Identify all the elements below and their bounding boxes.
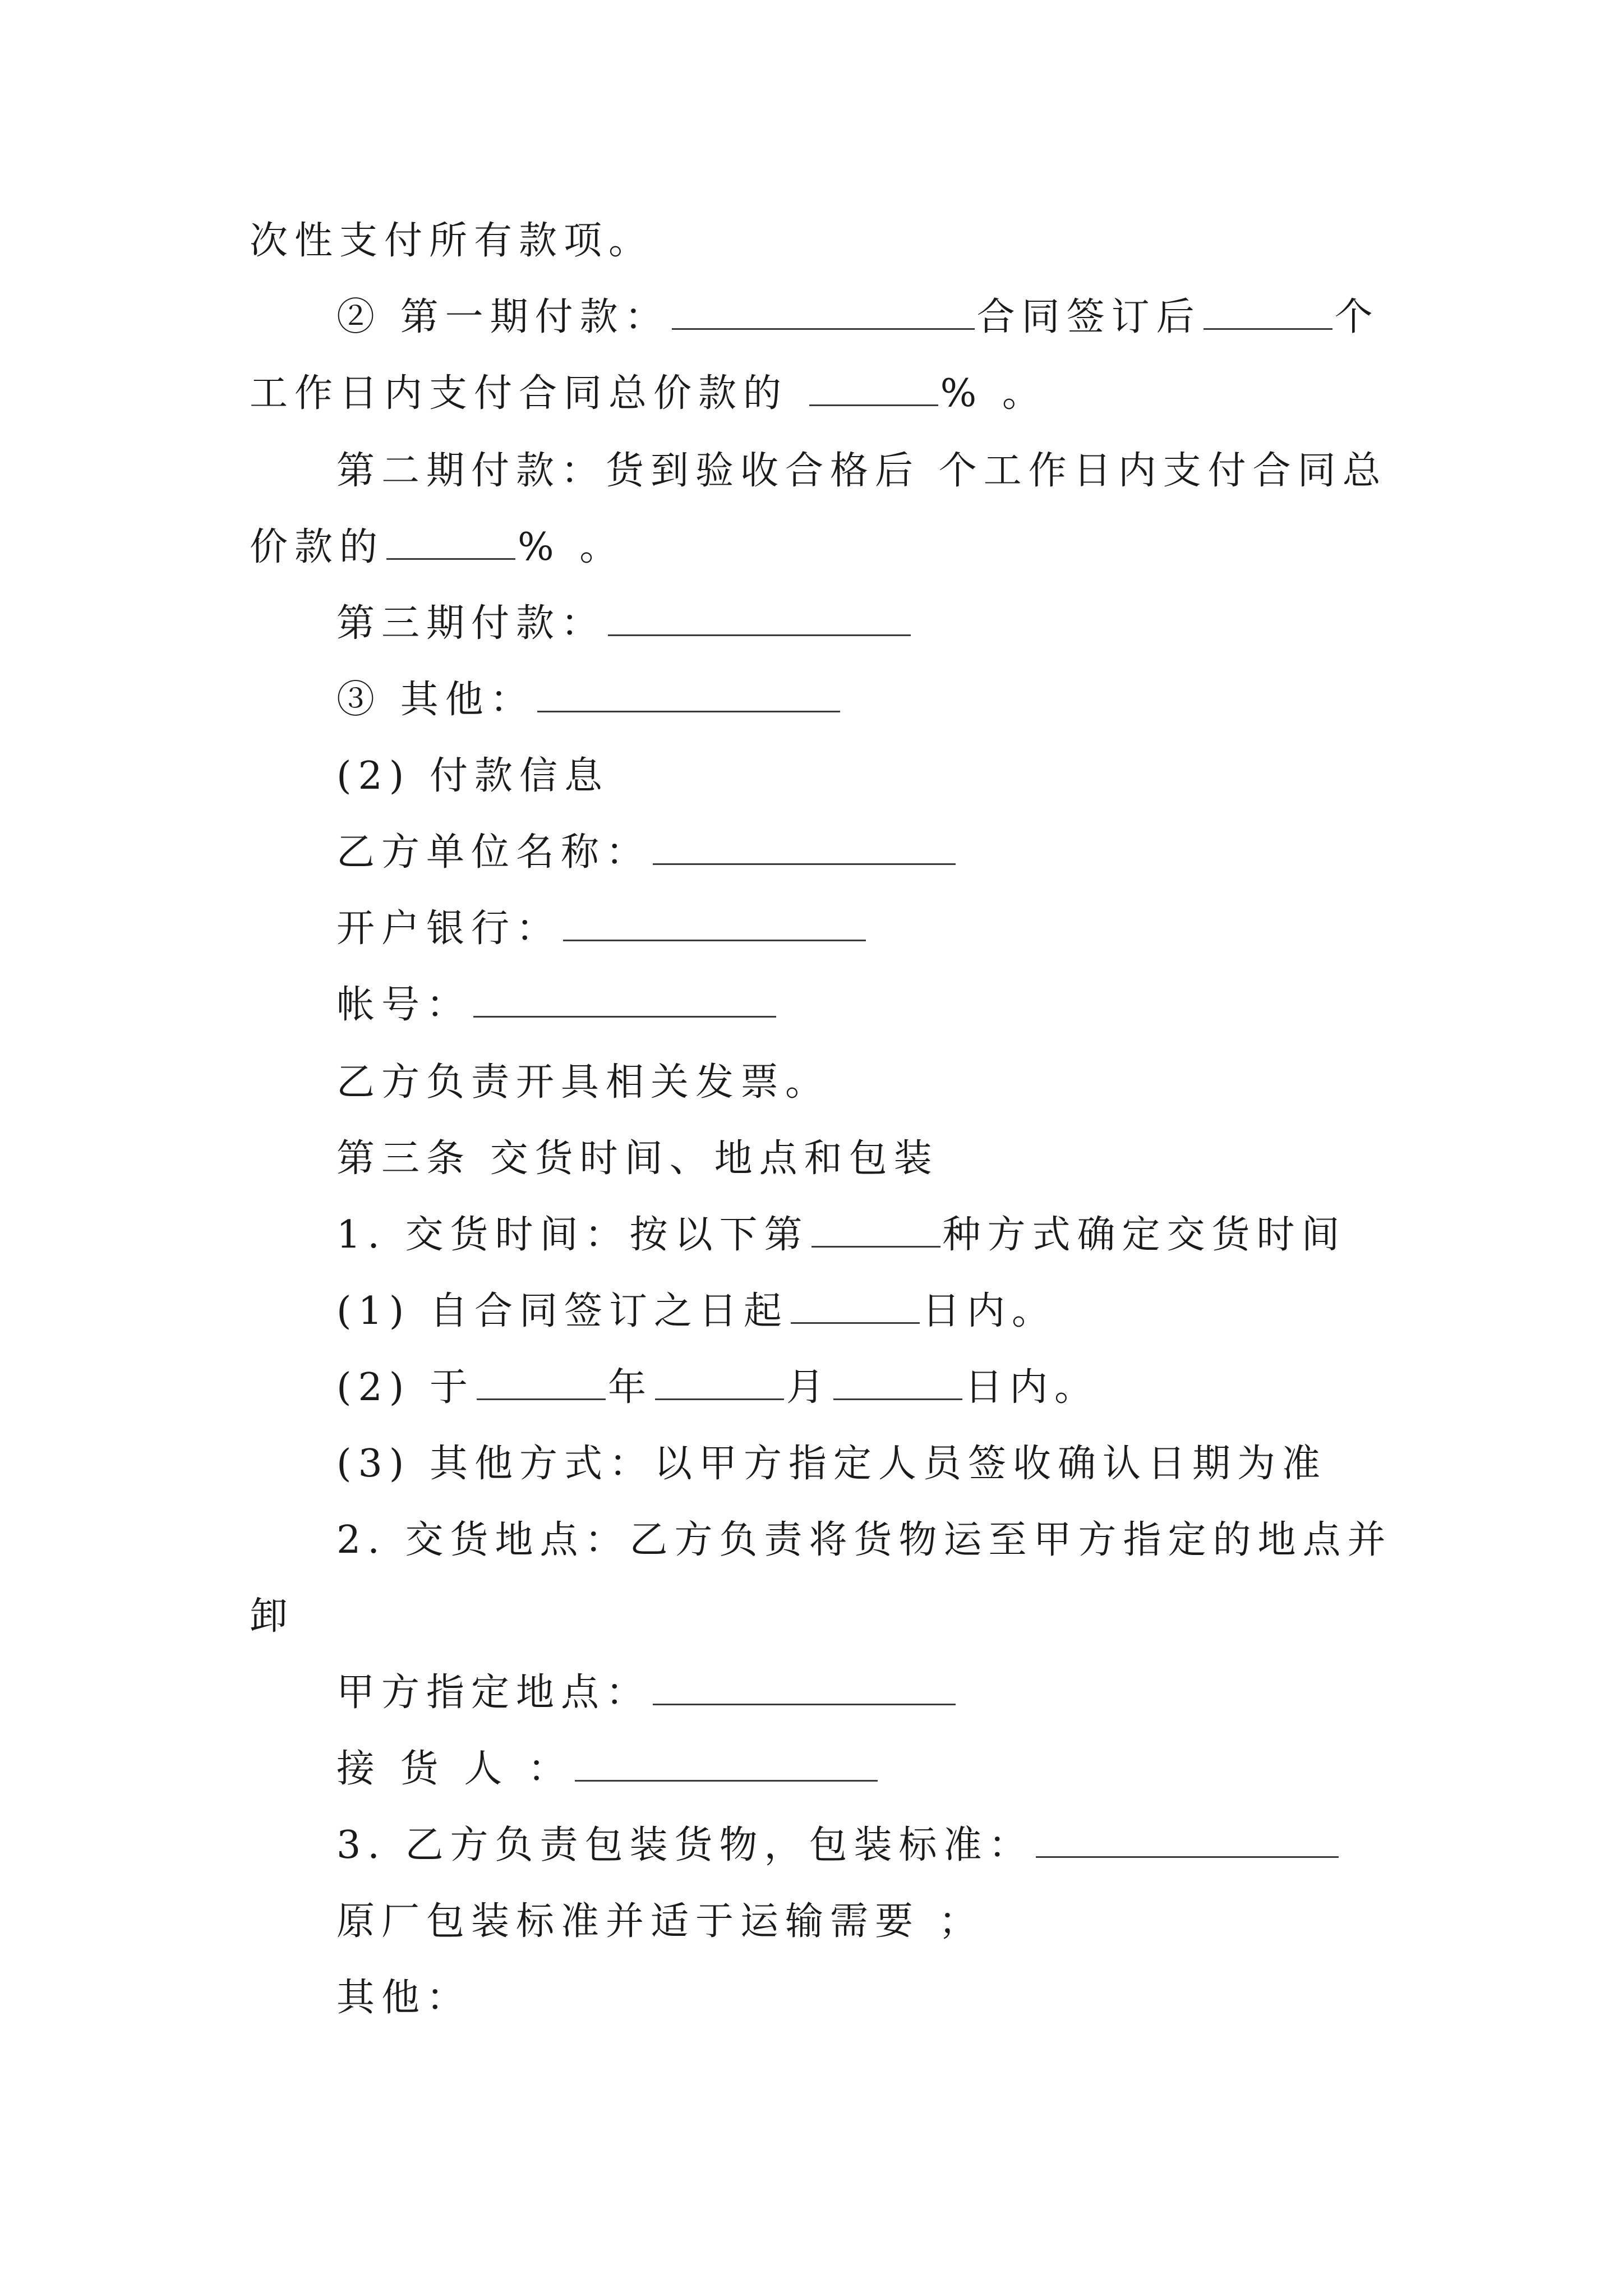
blank-field[interactable] (575, 1744, 878, 1782)
line-text: 日内。 (921, 1289, 1057, 1333)
blank-field[interactable] (608, 599, 911, 636)
text-line-option-3 (336, 1436, 1327, 1492)
text-line-19 (250, 1589, 294, 1645)
blank-field[interactable] (537, 675, 840, 712)
line-text: 个 (1334, 295, 1380, 339)
blank-field[interactable] (811, 1210, 940, 1248)
line-text: 月 (786, 1365, 831, 1410)
blank-field[interactable] (809, 369, 938, 406)
line-text: (3) 其他方式：以甲方指定人员签收确认日期为准 (336, 1442, 1327, 1486)
line-text: 3. 乙方负责包装货物，包装标准： (336, 1823, 1034, 1867)
line-text: 第三条 交货时间、地点和包装 (336, 1137, 939, 1181)
blank-field[interactable] (653, 1668, 956, 1705)
line-text: 1. 交货时间：按以下第 (336, 1213, 809, 1257)
blank-field[interactable] (386, 522, 515, 560)
text-line-delivery-place (336, 1512, 1393, 1568)
line-text: 甲方指定地点： (336, 1671, 651, 1715)
text-line-other-packaging (336, 1970, 471, 2026)
text-line-delivery-time (336, 1207, 1347, 1263)
line-text: 次性支付所有款项。 (250, 219, 654, 263)
blank-field[interactable] (1204, 292, 1332, 330)
blank-field[interactable] (672, 292, 975, 330)
line-text: 年 (607, 1365, 653, 1410)
text-line-designated-place (336, 1665, 958, 1721)
line-text: 2. 交货地点：乙方负责将货物运至甲方指定的地点并 (336, 1518, 1393, 1562)
section-heading (336, 1131, 939, 1187)
line-text: (2) 付款信息 (336, 754, 609, 798)
blank-field[interactable] (477, 1363, 606, 1400)
line-text: 乙方负责开具相关发票。 (336, 1060, 831, 1105)
line-text: 价款的 (250, 525, 385, 569)
line-text: 合同签订后 (976, 295, 1201, 339)
text-line-other (336, 672, 842, 728)
line-text: 第二期付款：货到验收合格后 个工作日内支付合同总 (336, 449, 1387, 493)
line-text: 接 货 人 ： (336, 1747, 573, 1791)
line-text: 原厂包装标准并适于运输需要 ； (336, 1899, 984, 1944)
line-text: 工作日内支付合同总价款的 (250, 371, 807, 416)
line-text: 其他： (336, 1976, 472, 2020)
blank-field[interactable] (791, 1286, 920, 1324)
blank-field[interactable] (833, 1363, 962, 1400)
text-line-receiver (336, 1741, 880, 1797)
text-line-second-payment (336, 443, 1387, 499)
text-line-third-payment (336, 596, 913, 652)
text-line-payment-info (336, 748, 609, 804)
blank-field[interactable] (653, 827, 956, 865)
line-text: 日内。 (964, 1365, 1099, 1410)
text-line-option-1 (336, 1283, 1057, 1340)
text-line-unit-name (336, 825, 958, 881)
line-text: ② 第一期付款： (336, 295, 670, 339)
blank-field[interactable] (1036, 1820, 1339, 1858)
text-line-3 (250, 366, 1047, 422)
text-line-5 (250, 519, 624, 576)
text-line-first-payment (336, 289, 1380, 346)
line-text: % 。 (940, 371, 1047, 416)
text-line-packaging (336, 1818, 1341, 1874)
line-text: % 。 (518, 525, 625, 569)
line-text: 卸 (250, 1594, 295, 1639)
line-text: (1) 自合同签订之日起 (336, 1289, 789, 1333)
line-text: 帐号： (336, 983, 472, 1027)
text-line-invoice (336, 1055, 830, 1111)
text-line-1 (250, 213, 653, 269)
text-line-bank (336, 901, 868, 957)
line-text: ③ 其他： (336, 678, 535, 722)
text-line-account (336, 977, 778, 1033)
text-line-packaging-standard (336, 1894, 984, 1950)
line-text: (2) 于 (336, 1365, 474, 1410)
blank-field[interactable] (563, 904, 866, 941)
blank-field[interactable] (473, 980, 776, 1018)
blank-field[interactable] (655, 1363, 784, 1400)
line-text: 乙方单位名称： (336, 830, 651, 875)
line-text: 开户银行： (336, 907, 561, 951)
line-text: 第三期付款： (336, 601, 606, 646)
line-text: 种方式确定交货时间 (942, 1213, 1347, 1257)
text-line-option-2 (336, 1360, 1099, 1416)
